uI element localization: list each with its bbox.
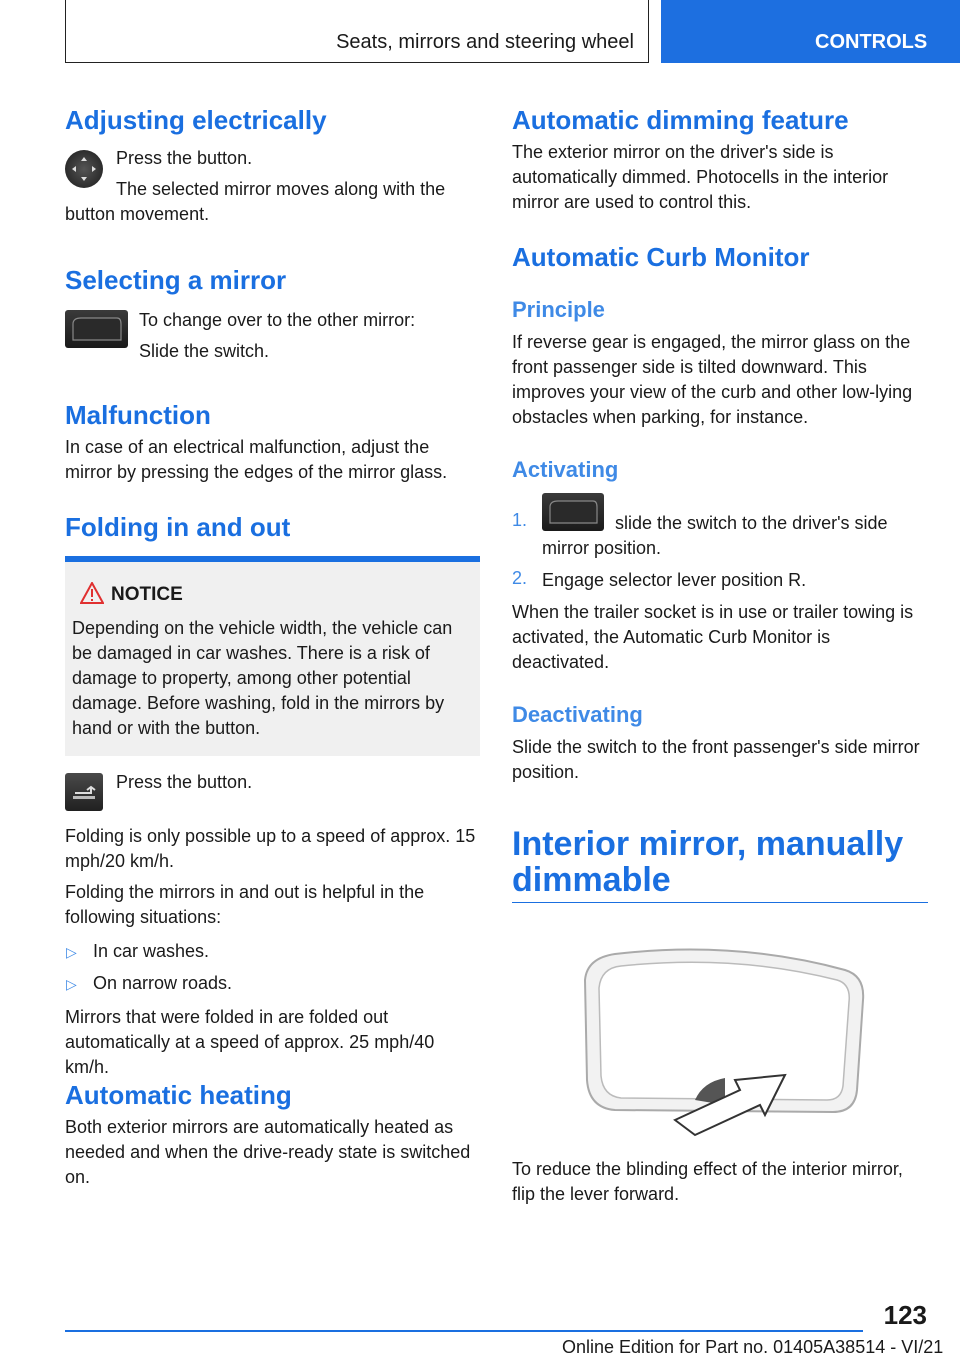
mirror-switch-icon [65, 310, 128, 348]
fold-mirror-button-icon [65, 773, 103, 811]
trailer-text: When the trailer socket is in use or trailer towing is activated, the Automatic Curb Monitor is deactivated. [512, 602, 914, 672]
heading-curb: Automatic Curb Monitor [512, 242, 810, 272]
notice-box [65, 556, 480, 756]
bullet-marker: ▷ [66, 976, 77, 992]
folding-press: Press the button. [116, 772, 253, 792]
notice-title: NOTICE [111, 584, 183, 605]
step-text: Engage selector lever position R. [542, 570, 807, 590]
principle-text: If reverse gear is engaged, the mirror glass on the front passenger side is tilted downward. This improves your view of the curb and other low-lying obstacles when parking, for instance. [512, 332, 913, 427]
header-section-tab [65, 0, 649, 63]
heading-adjusting: Adjusting electrically [65, 105, 327, 135]
adjusting-line2: The selected mirror moves along with the button movement. [65, 179, 446, 224]
folding-helpful: Folding the mirrors in and out is helpful in the following situations: [65, 882, 425, 927]
interior-mirror-illustration [575, 940, 870, 1140]
heating-text: Both exterior mirrors are automatically heated as needed and when the drive-ready state is switched on. [65, 1117, 471, 1187]
header-chapter-title: CONTROLS [815, 31, 928, 53]
folding-auto: Mirrors that were folded in are folded out automatically at a speed of approx. 25 mph/40 km/h. [65, 1007, 435, 1077]
adjusting-line1: Press the button. [116, 148, 253, 168]
heading-heating: Automatic heating [65, 1080, 292, 1110]
selecting-line1: To change over to the other mirror: [139, 310, 416, 330]
malfunction-text: In case of an electrical malfunction, adjust the mirror by pressing the edges of the mirror glass. [65, 437, 448, 482]
bullet-item: In car washes. [93, 941, 210, 961]
interior-mirror-text: To reduce the blinding effect of the interior mirror, flip the lever forward. [512, 1159, 903, 1204]
heading-dimming: Automatic dimming feature [512, 105, 849, 135]
heading-activating: Activating [512, 457, 619, 482]
bullet-item: On narrow roads. [93, 973, 233, 993]
bullet-marker: ▷ [66, 944, 77, 960]
dimming-text: The exterior mirror on the driver's side is automatically dimmed. Photocells in the interior mirror are used to control this. [512, 142, 889, 212]
step-number: 2. [512, 568, 528, 588]
heading-rule [512, 902, 928, 903]
folding-speed: Folding is only possible up to a speed of approx. 15 mph/20 km/h. [65, 826, 476, 871]
heading-selecting: Selecting a mirror [65, 265, 287, 295]
page-number: 123 [883, 1300, 927, 1330]
step-text: slide the switch to the driver's side mirror position. [542, 513, 888, 558]
heading-folding: Folding in and out [65, 512, 291, 542]
footer-rule [65, 1330, 863, 1332]
footer-edition: Online Edition for Part no. 01405A38514 - VI/21 [562, 1337, 944, 1357]
heading-principle: Principle [512, 297, 605, 322]
step-number: 1. [512, 510, 528, 530]
header-section-title: Seats, mirrors and steering wheel [336, 31, 634, 53]
selecting-line2: Slide the switch. [139, 341, 270, 361]
warning-icon [80, 582, 104, 604]
heading-interior-mirror: Interior mirror, manually dimmable [512, 825, 904, 899]
heading-deactivating: Deactivating [512, 702, 643, 727]
deactivating-text: Slide the switch to the front passenger's side mirror position. [512, 737, 920, 782]
header-chapter-tab [661, 0, 960, 63]
heading-malfunction: Malfunction [65, 400, 211, 430]
notice-text: Depending on the vehicle width, the vehicle can be damaged in car washes. There is a risk of damage to property, among other potential damage. Before washing, fold in the mirrors by hand or with the button. [72, 618, 453, 738]
